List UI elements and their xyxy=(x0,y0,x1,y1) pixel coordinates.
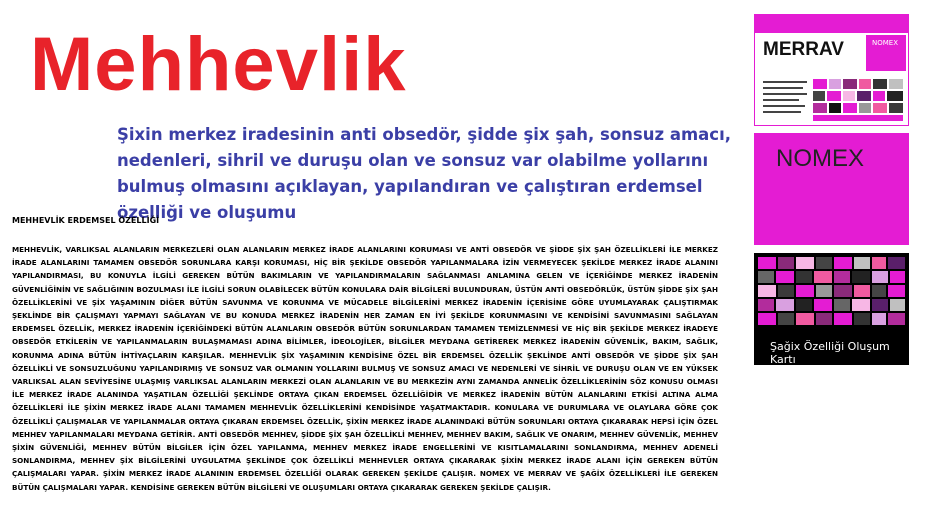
merrav-card-topbar xyxy=(755,15,908,33)
sagix-card xyxy=(754,253,909,365)
sagix-card-mosaic xyxy=(758,257,905,333)
section-heading: MEHHEVLİK ERDEMSEL ÖZELLİĞİ xyxy=(12,216,160,225)
nomex-card-title: NOMEX xyxy=(776,145,865,172)
merrav-card-title: MERRAV xyxy=(763,39,844,60)
nomex-badge-label: NOMEX xyxy=(872,39,899,47)
merrav-card xyxy=(754,14,909,126)
page-subtitle: Şixin merkez iradesinin anti obsedör, şidde şix şah, sonsuz amacı, nedenleri, sihril ve duruşu olan ve sonsuz var olabilme yollarını bulmuş olmasını açıklayan, yapılandıran ve çalıştıran erdemsel özelliği ve oluşumu xyxy=(117,125,732,222)
nomex-badge xyxy=(866,35,906,71)
sagix-card-caption: Şağix Özelliği Oluşum Kartı xyxy=(770,340,890,365)
merrav-card-mosaic xyxy=(761,77,906,123)
page-title: Mehhevlik xyxy=(30,22,407,107)
nomex-card xyxy=(754,133,909,245)
section-body: MEHHEVLİK, VARLIKSAL ALANLARIN MERKEZLERİ OLAN ALANLARIN MERKEZ İRADE ALANLARINI KORUMASI VE ANTİ OBSEDÖR VE ŞİDDE ŞİX ŞAH ÖZELLİKLERİ İLE MERKEZ İRADE ALANLARINI TAMAMEN OBSEDÖR SORUNLARA KARŞI KORUMASI, HİÇ BİR ŞEKİLDE OBSEDÖR YAPILANMALARA İZİN VERMEYECEK ŞEKİLDE MERKEZ İRADE ALANINI YAPILANDIRMASI, BU KONUYLA İLGİLİ GEREKEN BÜTÜN BAKIMLARIN VE YAPILANDIRMALARIN SAĞLANMASI ANLAMINA GELEN VE İÇERİĞİNDE MERKEZ İRADENİN GÜVENLİĞİNİN VE SAĞLIĞININ BOZULMASI İLE İLGİLİ SORUN OLABİLECEK BÜTÜN KONULARA DAİR BİLGİLERİ BULUNDURAN, ÜSTÜN ANTİ OBSEDÖRLÜK, ÜSTÜN ŞİDDE ŞİX ŞAH ÖZELLİKLERİNİ VE ŞİX YAŞAMININ DİĞER BÜTÜN SAVUNMA VE KORUNMA VE MÜCADELE BİLGİLERİNİ MERKEZ İRADENİN İÇERİSİNE GÖRE UYUMLAYARAK ÇALIŞTIRMAK ŞEKLİNDE BİR ÇALIŞMAYI YAPMAYI SAĞLAYAN VE BU KONUDA MERKEZ İRADENİN HER ZAMAN EN İYİ ŞEKİLDE KORUNMASINI VE KENDİSİNİ SAVUNMASINI SAĞLAYAN ERDEMSEL ÖZELLİK, MERKEZ İRADENİN İÇERİĞİNDEKİ BÜTÜN ALANLARIN OBSEDÖR BÜTÜN SORUNLARDAN TAMAMEN TEMİZLENMESİ VE HİÇ BİR ŞEKİLDE MERKEZ İRADEYE OBSEDÖR ETKİLERİN VE YAPILANMALARIN BULAŞMAMASI ADINA BİLİMLER, İDEOLOJİLER, BİLGİLER MEYDANA GETİREREK MERKEZ İRADENİN GÜVENLİK, BAKIM, SAĞLIK, KORUNMA ADINA BÜTÜN İHTİYAÇLARIN KARŞILAR. MEHHEVLİK ŞİX YAŞAMININ KENDİSİNE ÖZEL BİR ERDEMSEL ÖZELLİK ŞEKLİNDE ANTİ OBSEDÖR VE ŞİDDE ŞİX ŞAH ÖZELLİKLİ VE SONSUZLUĞUNU YAPILANDIRMIŞ VE SONSUZ VAR OLMANIN YOLLARINI BULMUŞ VE SONSUZ AMACI VE NEDENLERİ VE SİHRİL VE DURUŞU OLAN VE EN YÜKSEK VARLIKSAL ALAN SEVİYESİNE ULAŞMIŞ VARLIKSAL ALANLARIN MERKEZİ OLAN ALANLARIN VE BU MERKEZİN AYNI ZAMANDA ANNELİK ÖZELLİKLERİNİN SÖZ KONUSU OLMASI İLE MERKEZ İRADE ALANINDA YAŞATILAN ÖZELLİĞİ ŞEKLİNDE ORTAYA ÇIKAN ERDEMSEL ÖZELLİĞİDİR VE MERKEZ İRADENİN BÜTÜN ALANLARINI ETKİSİ ALTINA ALMA ÖZELLİKLERİ İLE ŞİXİN MERKEZ İRADE ALANI TAMAMEN MEHHEVLİK ÖZELLİKLERİNİ KENDİSİNDE YAŞATMAKTADIR. KONULARA VE DURUMLARA VE OLAYLARA GÖRE ÇOK ÖZELLİKLİ ÇALIŞMALAR VE YAPILANMALAR ORTAYA ÇIKARAN ERDEMSEL ÖZELLİK, ŞİXİN MERKEZ İRADE ALANINDAKİ BÜTÜN SORUNLARI ORTAYA ÇIKARARAK HEPSİ İÇİN ÖZEL MEHHEV YAPILANMALARI MEYDANA GETİRİR. ANTİ OBSEDÖR MEHHEV, ŞİDDE ŞİX ŞAH ÖZELLİKLİ MEHHEV, MEHHEV BAKIM, SAĞLIK VE ONARIM, MEHHEV GÜVENLİK, MEHHEV ŞİXİN GÜVENLİĞİ, MEHHEV BÜTÜN BİLGİLER İÇİN ÖZEL YAPILANMA, MEHHEV MERKEZ İRADE ENGELLERİNİ VE KISITLAMALARINI SONLANDIRMA, MEHHEV ADENELİ SONLANDIRMA, MEHHEV ŞİX BİLGİLERİNİ UYGULATMA ŞEKLİNDE ÇOK ÖZELLİKLİ MEHHEVLER ORTAYA ÇIKARARAK ŞİXİN MERKEZ İRADE ALANI İÇİN GEREKEN BÜTÜN ÇALIŞMALARI YAPAR. ŞİXİN MERKEZ İRADE ALANININ ERDEMSEL ÖZELLİĞİ OLARAK GEREKEN ŞEKİLDE ÇALIŞIR. NOMEX VE MERRAV VE ŞAĞİX ÖZELLİKLERİ İLE GEREKEN BÜTÜN ÇALIŞMALARI YAPAR. KENDİSİNE GEREKEN BÜTÜN BİLGİLERİ VE OLUŞUMLARI ORTAYA ÇIKARARAK GEREKEN ŞEKİLDE ÇALIŞIR. xyxy=(12,245,718,492)
